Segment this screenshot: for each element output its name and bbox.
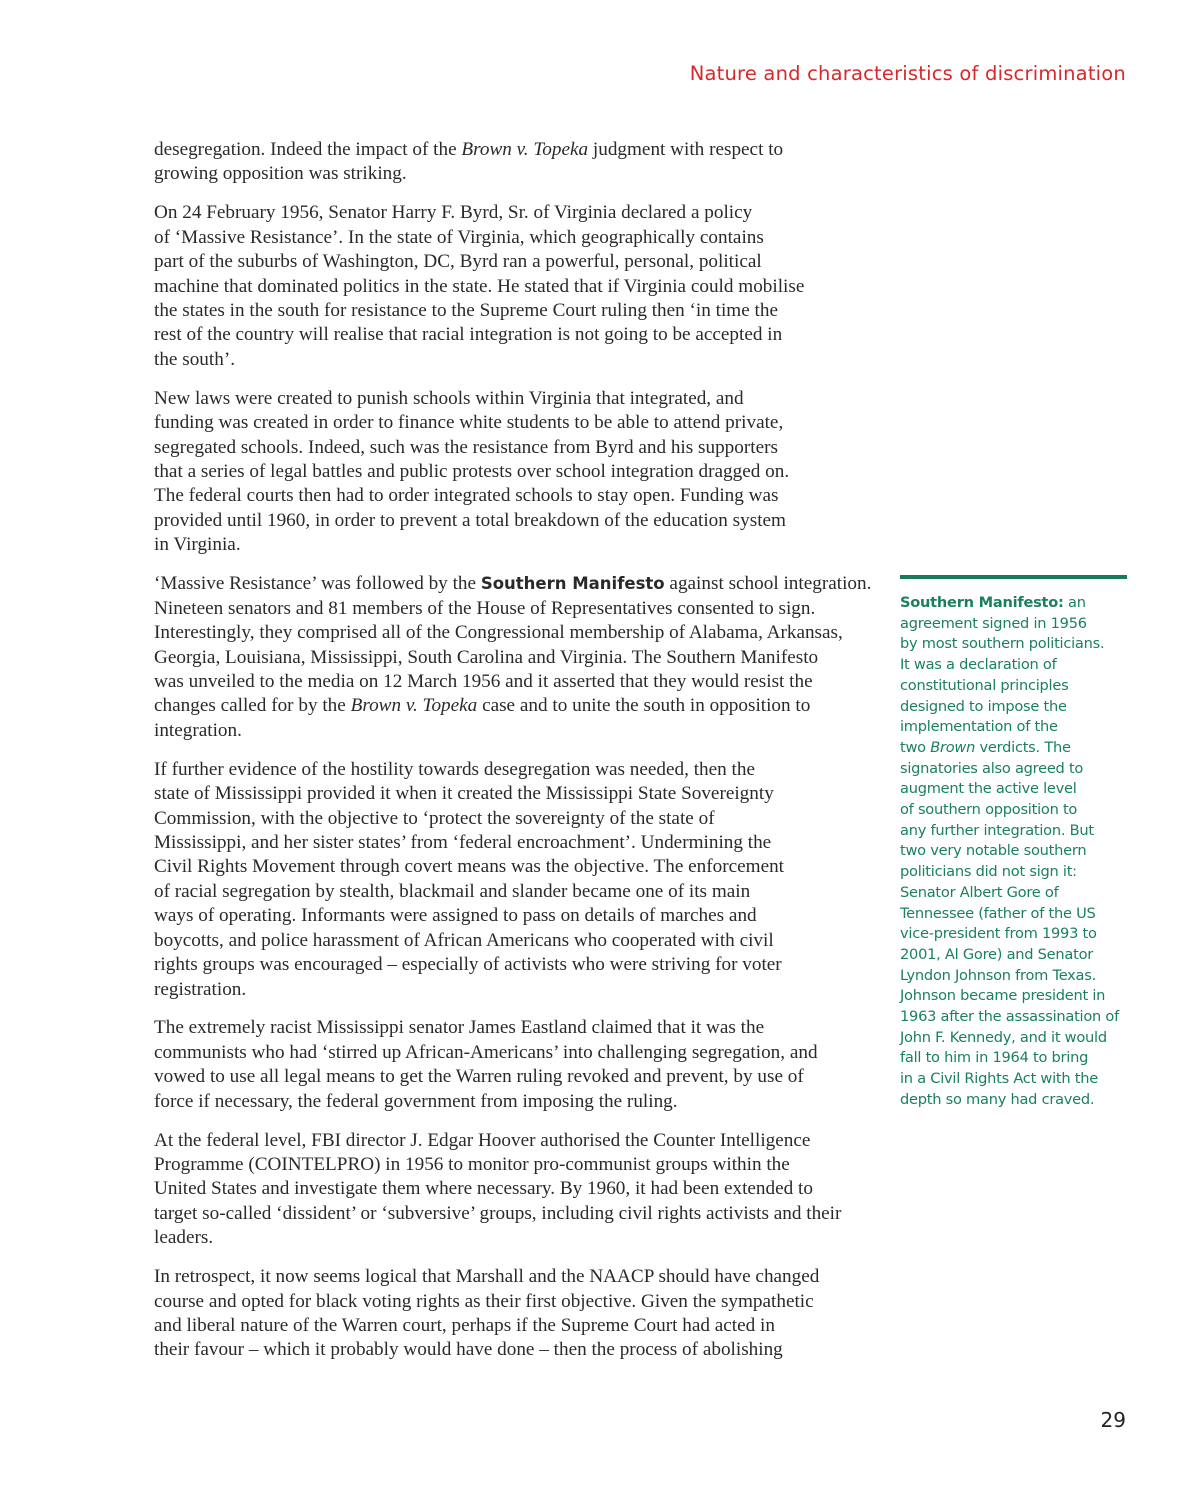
text-line: It was a declaration of [900,656,1057,674]
text-line: leaders. [154,1227,214,1249]
text-line: Johnson became president in [900,987,1106,1005]
italic-term: Brown [930,738,976,756]
paragraph [154,1129,884,1251]
text-line: fall to him in 1964 to bring [900,1049,1089,1067]
sidebar-divider [900,575,1127,579]
text-line: two very notable southern [900,842,1087,860]
text-line: augment the active level [900,780,1077,798]
text-line: of southern opposition to [900,801,1078,819]
glossary-definition [900,593,1127,1111]
paragraph [154,572,884,743]
text-line: ‘Massive Resistance’ was followed by the Southern Manifesto against school integration. [154,573,872,595]
glossary-sidebar [900,575,1127,1111]
text-line: of racial segregation by stealth, blackmail and slander became one of its main [154,880,751,902]
text-line: Southern Manifesto: an [900,594,1086,611]
paragraph [154,138,884,187]
text-line: politicians did not sign it: [900,863,1077,881]
text-line: funding was created in order to finance white students to be able to attend private, [154,412,784,434]
text-line: communists who had ‘stirred up African-Americans’ into challenging segregation, and [154,1041,818,1063]
text-line: 1963 after the assassination of [900,1008,1119,1026]
text-line: growing opposition was striking. [154,163,407,185]
text-line: United States and investigate them where necessary. By 1960, it had been extended to [154,1178,813,1200]
text-line: Georgia, Louisiana, Mississippi, South Carolina and Virginia. The Southern Manifesto [154,646,819,668]
text-line: desegregation. Indeed the impact of the Brown v. Topeka judgment with respect to [154,139,784,160]
text-line: The extremely racist Mississippi senator James Eastland claimed that it was the [154,1017,765,1039]
text-line: New laws were created to punish schools within Virginia that integrated, and [154,387,744,409]
text-line: ways of operating. Informants were assigned to pass on details of marches and [154,905,757,927]
text-line: state of Mississippi provided it when it created the Mississippi State Sovereignty [154,783,774,805]
italic-term: Brown v. Topeka [461,139,589,160]
text-line: 2001, Al Gore) and Senator [900,945,1094,963]
running-header: Nature and characteristics of discrimination [689,62,1126,85]
text-line: vice-president from 1993 to [900,925,1097,943]
key-term: Southern Manifesto [480,574,665,594]
text-line: At the federal level, FBI director J. Edgar Hoover authorised the Counter Intelligence [154,1129,811,1151]
text-line: and liberal nature of the Warren court, perhaps if the Supreme Court had acted in [154,1315,775,1337]
text-line: registration. [154,978,247,1000]
text-line: Programme (COINTELPRO) in 1956 to monitor pro-communist groups within the [154,1154,790,1175]
text-line: Nineteen senators and 81 members of the House of Representatives consented to sign. [154,597,816,619]
text-line: any further integration. But [900,821,1094,839]
text-line: of ‘Massive Resistance’. In the state of Virginia, which geographically contains [154,226,764,248]
text-line: On 24 February 1956, Senator Harry F. Byrd, Sr. of Virginia declared a policy [154,202,753,224]
text-line: Commission, with the objective to ‘protect the sovereignty of the state of [154,807,715,829]
text-line: segregated schools. Indeed, such was the resistance from Byrd and his supporters [154,436,778,458]
page-number: 29 [1100,1408,1126,1432]
text-line: designed to impose the [900,697,1067,715]
text-line: the states in the south for resistance to the Supreme Court ruling then ‘in time the [154,300,778,322]
paragraph [154,1016,884,1114]
text-line: in a Civil Rights Act with the [900,1070,1098,1088]
text-line: vowed to use all legal means to get the Warren ruling revoked and prevent, by use of [154,1066,804,1088]
text-line: implementation of the [900,718,1058,736]
text-line: machine that dominated politics in the state. He stated that if Virginia could mobilise [154,275,805,297]
text-line: rest of the country will realise that racial integration is not going to be accepted in [154,324,783,346]
text-line: signatories also agreed to [900,759,1084,777]
text-line: If further evidence of the hostility towards desegregation was needed, then the [154,758,755,780]
text-line: that a series of legal battles and public protests over school integration dragged on. [154,461,790,483]
text-line: rights groups was encouraged – especially of activists who were striving for voter [154,954,782,976]
text-line: the south’. [154,348,236,370]
text-line: provided until 1960, in order to prevent a total breakdown of the education system [154,509,786,531]
text-line: Mississippi, and her sister states’ from ‘federal encroachment’. Undermining the [154,831,772,853]
text-line: in Virginia. [154,534,241,556]
text-line: integration. [154,719,242,741]
text-line: Tennessee (father of the US [900,904,1096,922]
text-line: Interestingly, they comprised all of the Congressional membership of Alabama, Arkansas, [154,622,843,644]
key-term: Southern Manifesto: [900,594,1064,611]
text-line: The federal courts then had to order integrated schools to stay open. Funding was [154,485,779,507]
paragraph [154,387,884,558]
text-line: course and opted for black voting rights as their first objective. Given the sympathetic [154,1290,814,1312]
paragraph [154,1265,884,1363]
text-line: by most southern politicians. [900,635,1105,653]
text-line: agreement signed in 1956 [900,614,1087,632]
paragraph [154,758,884,1003]
text-line: John F. Kennedy, and it would [900,1028,1107,1046]
text-line: depth so many had craved. [900,1090,1095,1108]
text-line: Lyndon Johnson from Texas. [900,966,1096,984]
text-line: constitutional principles [900,676,1069,694]
text-line: part of the suburbs of Washington, DC, Byrd ran a powerful, personal, political [154,251,762,273]
text-line: their favour – which it probably would have done – then the process of abolishing [154,1339,783,1361]
text-line: was unveiled to the media on 12 March 1956 and it asserted that they would resist the [154,670,813,692]
italic-term: Brown v. Topeka [350,695,478,717]
text-line: Civil Rights Movement through covert means was the objective. The enforcement [154,856,785,878]
paragraph [154,201,884,372]
text-line: boycotts, and police harassment of African Americans who cooperated with civil [154,929,774,951]
body-text [154,138,884,1377]
text-line: force if necessary, the federal government from imposing the ruling. [154,1090,678,1112]
text-line: In retrospect, it now seems logical that Marshall and the NAACP should have changed [154,1266,820,1288]
text-line: two Brown verdicts. The [900,738,1071,756]
text-line: target so-called ‘dissident’ or ‘subversive’ groups, including civil rights activists and their [154,1202,842,1224]
text-line: Senator Albert Gore of [900,883,1059,901]
text-line: changes called for by the Brown v. Topeka case and to unite the south in opposition to [154,695,811,717]
